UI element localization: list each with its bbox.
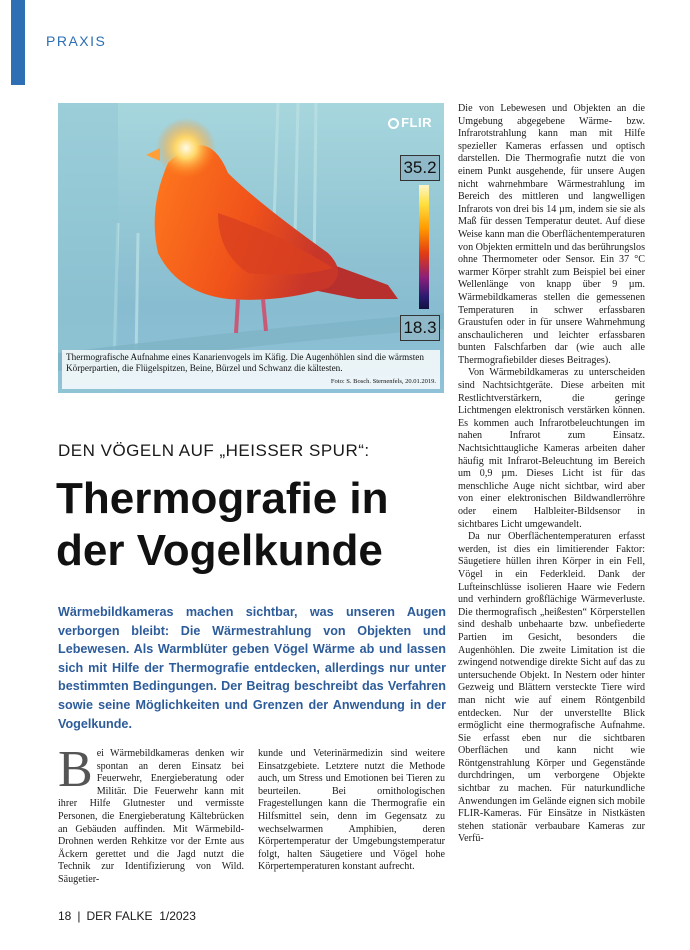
paragraph: Da nur Oberflächentemperaturen erfasst werden, ist dies ein limitierender Faktor: Säugetiere hüllen ihren Körper in ein Fell, Vögel in ein Federkleid. Dank der Lufteinschlüsse isolieren Haare wie Federn und verhindern großflächige Wärmeverluste. Die thermografisch „heißesten“ Körperstellen sind deshalb unbehaarte bzw. unbefiederte Partien im Gesicht, besonders die Augenhöhlen. Die zweite Limitation ist die zwingend notwendige direkte Sicht auf das zu untersuchende Objekt. In Nestern oder hinter Gezweig und Blättern versteckte Tiere wird man nicht wie auf einem Röntgenbild entdecken. Nur der unverstellte Blick ermöglicht eine thermografische Aufnahme. Sie erfasst eben nur die sichtbaren Oberflächen und kann nicht wie Röntgenstrahlung Körper und Gegenstände durchdringen, um verborgene Objekte sichtbar zu machen. Für naturkundliche Anwendungen im Gelände eignen sich mobile FLIR-Kameras. Für Einsätze in Nistkästen stehen stationär verbaubare Kameras zur Verfü- [458,531,645,845]
text-column-2 [258,748,445,874]
photo-credit: Foto: S. Bosch. Sternenfels, 20.01.2019. [330,378,436,385]
footer-separator: | [77,909,81,923]
page-footer [58,909,196,923]
thermal-image [58,103,444,393]
temperature-scale-bar [419,185,429,309]
article-lead: Wärmebildkameras machen sichtbar, was unseren Augen verborgen bleibt: Die Wärmestrahlung von Objekten und Lebewesen. Als Warmblüter geben Vögel Wärme ab und lassen sich mit Hilfe der Thermografie entdecken, allerdings nur unter bestimmten Bedingungen. Der Beitrag beschreibt das Verfahren sowie seine Möglichkeiten und Grenzen der Anwendung in der Vogelkunde. [58,605,446,731]
caption-text: Thermografische Aufnahme eines Kanarienvogels im Käfig. Die Augenhöhlen sind die wärmsten Körperpartien, die Flügelspitzen, Beine, Bürzel und Schwanz die kältesten. [66,352,424,373]
paragraph [58,741,244,887]
magazine-name: DER FALKE [86,909,153,923]
article-kicker: DEN VÖGELN AUF „HEISSER SPUR“: [58,441,370,460]
text-column-3 [458,103,645,846]
title-line-2: der Vogelkunde [56,526,383,575]
section-label: PRAXIS [46,33,107,49]
flir-logo: FLIR [388,115,432,130]
article-title [56,473,389,577]
paragraph-text: ei Wärmebildkameras denken wir spontan an deren Einsatz bei Feuerwehr, Energieberatung oder Militär. Die Feuerwehr kann mit ihrer Hilfe Glutnester und vermisste Personen, die Energieberatung Kältebrücken an Gebäuden auffinden. Mit Wärmebild-Drohnen werden Rehkitze vor der Ernte aus Äckern gerettet und die Jagd nutzt die Technik zur Identifizierung von Wild. Säugetier- [58,748,244,885]
page-number: 18 [58,909,72,923]
paragraph: Die von Lebewesen und Objekten an die Umgebung abgegebene Wärme- bzw. Infrarotstrahlung kann man mit Hilfe spezieller Kameras erfassen und optisch darstellen. Die Thermografie nutzt die von einem Punkt ausgehende, für unsere Augen nicht wahrnehmbare Wärmestrahlung im Bereich des mittleren und langwelligen Infrarots von drei bis 14 µm, indem sie sie als Maß für dessen Temperatur deutet. Auf diese Weise kann man die Oberflächentemperaturen von Objekten ermitteln und das berührungslos ohne Thermometer oder Sensor. Ein 37 °C warmer Körper strahlt zum Beispiel bei einer Wellenlänge von knapp über 9 µm. Wärmebildkameras stellen die gemessenen Temperaturen in schwer erfassbaren Graustufen oder in für unsere Wahrnehmung anschaulicheren und leichter erfassbaren bunten Falschfarben dar (wie auch alle Thermografiebilder dieses Beitrages). [458,103,645,366]
text-column-1 [58,741,244,887]
temperature-min: 18.3 [400,315,440,341]
section-color-bar [11,0,25,85]
drop-cap: B [58,741,93,798]
issue-number: 1/2023 [159,909,196,923]
title-line-1: Thermografie in [56,474,389,523]
paragraph: kunde und Veterinärmedizin sind weitere Einsatzgebiete. Letztere nutzt die Methode auch, um Stress und Emotionen bei Tieren zu beurteilen. Bei ornithologischen Fragestellungen kann die Thermografie ein Hilfsmittel sein, denn im Gegensatz zu wechselwarmen Amphibien, deren Körpertemperatur der Umgebungstemperatur folgt, halten Säugetiere und Vögel hohe Körpertemperaturen konstant aufrecht. [258,748,445,873]
temperature-max: 35.2 [400,155,440,181]
paragraph: Von Wärmebildkameras zu unterscheiden sind Nachtsichtgeräte. Diese arbeiten mit Restlichtverstärkern, die geringe Lichtmengen elektronisch verstärken können. Es kommen auch Infrarotbeleuchtungen im nahen Infrarot zum Einsatz. Nachtsichttaugliche Kameras arbeiten daher häufig mit Infrarot-Beleuchtung im Bereich um 0,9 µm. Dieses Licht ist für das menschliche Auge nicht sichtbar, wird aber von einer elektronischen Bildwandlerröhre oder einem Halbleiter-Bildsensor in sichtbares Licht umgewandelt. [458,367,645,530]
image-caption [62,350,440,389]
flir-logo-icon [388,118,399,129]
